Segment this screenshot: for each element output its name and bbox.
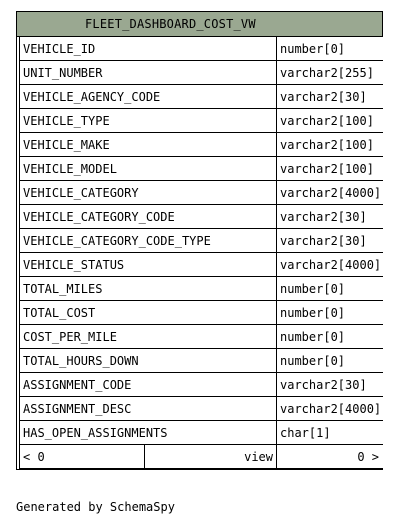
column-type: number[0] [280,41,346,56]
column-type: number[0] [280,305,346,320]
column-type: number[0] [280,281,346,296]
column-name: VEHICLE_ID [20,37,277,60]
column-type: varchar2[255] [280,65,374,80]
table-node[interactable] [16,11,383,470]
column-name: VEHICLE_STATUS [20,253,277,276]
column-type: varchar2[30] [280,89,367,104]
column-row[interactable] [20,157,383,181]
column-type: varchar2[100] [280,113,374,128]
table-title: FLEET_DASHBOARD_COST_VW [85,17,256,31]
column-row[interactable] [20,109,383,133]
column-row[interactable] [20,421,383,445]
column-type: varchar2[4000] [280,401,382,416]
column-row[interactable] [20,133,383,157]
column-list [19,37,383,445]
column-name: COST_PER_MILE [20,325,277,348]
column-row[interactable] [20,325,383,349]
column-name: UNIT_NUMBER [20,61,277,84]
column-name: VEHICLE_CATEGORY_CODE_TYPE [20,229,277,252]
column-type: varchar2[30] [280,233,367,248]
column-row[interactable] [20,181,383,205]
column-type: varchar2[4000] [280,185,382,200]
column-name: TOTAL_MILES [20,277,277,300]
column-row[interactable] [20,277,383,301]
column-type: char[1] [280,425,331,440]
column-name: ASSIGNMENT_DESC [20,397,277,420]
column-row[interactable] [20,301,383,325]
column-name: TOTAL_COST [20,301,277,324]
column-name: VEHICLE_CATEGORY_CODE [20,205,277,228]
column-row[interactable] [20,229,383,253]
column-name: VEHICLE_TYPE [20,109,277,132]
table-footer [19,445,383,469]
generated-by-text: Generated by SchemaSpy [16,500,175,514]
column-name: TOTAL_HOURS_DOWN [20,349,277,372]
column-row[interactable] [20,37,383,61]
column-type: varchar2[4000] [280,257,382,272]
column-type: number[0] [280,353,346,368]
column-type: varchar2[30] [280,209,367,224]
column-row[interactable] [20,373,383,397]
table-kind: view [145,445,277,468]
table-header [17,12,383,37]
column-row[interactable] [20,253,383,277]
column-name: VEHICLE_MODEL [20,157,277,180]
column-name: VEHICLE_CATEGORY [20,181,277,204]
column-type: varchar2[100] [280,137,374,152]
column-type: varchar2[100] [280,161,374,176]
column-name: HAS_OPEN_ASSIGNMENTS [20,421,277,444]
column-row[interactable] [20,349,383,373]
column-name: VEHICLE_AGENCY_CODE [20,85,277,108]
column-name: VEHICLE_MAKE [20,133,277,156]
column-name: ASSIGNMENT_CODE [20,373,277,396]
children-count[interactable]: 0 > [357,449,379,464]
column-row[interactable] [20,397,383,421]
parents-count[interactable]: < 0 [20,445,145,468]
column-row[interactable] [20,205,383,229]
column-type: number[0] [280,329,346,344]
column-type: varchar2[30] [280,377,367,392]
column-row[interactable] [20,85,383,109]
column-row[interactable] [20,61,383,85]
